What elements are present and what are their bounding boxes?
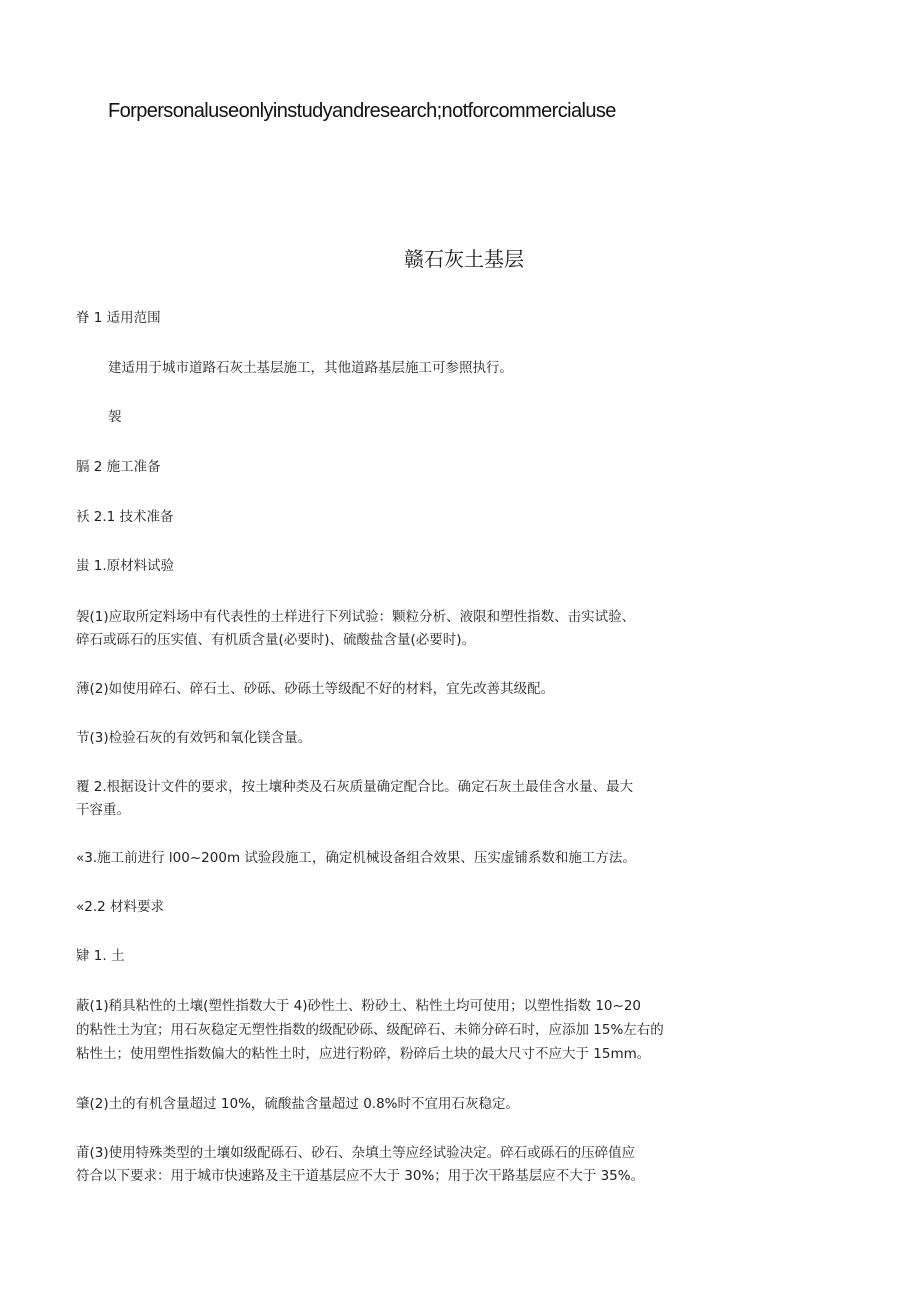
paragraph-line: 节(3)检验石灰的有效钙和氧化镁含量。 (76, 730, 312, 746)
paragraph-line: 莆(3)使用特殊类型的土壤如级配砾石、砂石、杂填土等应经试验决定。碎石或砾石的压碎值应 (76, 1145, 636, 1161)
item-heading-material-test: 蚩 1.原材料试验 (76, 558, 175, 574)
paragraph-line: 符合以下要求：用于城市快速路及主干道基层应不大于 30%；用于次干路基层应不大于 35%。 (76, 1168, 645, 1184)
subsection-heading-materials: «2.2 材料要求 (76, 899, 165, 915)
section-heading-preparation: 膈 2 施工准备 (76, 459, 161, 475)
paragraph-line: 碎石或砾石的压实值、有机质含量(必要时)、硫酸盐含量(必要时)。 (76, 632, 476, 648)
paragraph-line: 的粘性土为宜；用石灰稳定无塑性指数的级配砂砾、级配碎石、未筛分碎石时，应添加 15%左右的 (76, 1022, 664, 1038)
paragraph-line: «3.施工前进行 l00~200m 试验段施工，确定机械设备组合效果、压实虚铺系数和施工方法。 (76, 850, 636, 866)
paragraph-scope: 建适用于城市道路石灰土基层施工，其他道路基层施工可参照执行。 (108, 360, 513, 376)
usage-notice: Forpersonaluseonlyinstudyandresearch;notforcommercialuse (108, 100, 616, 122)
paragraph-line: 覆 2.根据设计文件的要求，按土壤种类及石灰质量确定配合比。确定石灰土最佳含水量、最大 (76, 779, 634, 795)
paragraph-line: 干容重。 (76, 802, 130, 818)
document-title: 赣石灰土基层 (404, 247, 524, 271)
item-heading-soil: 肄 1. 土 (76, 948, 125, 964)
paragraph-line: 肇(2)土的有机含量超过 10%，硫酸盐含量超过 0.8%时不宜用石灰稳定。 (76, 1096, 520, 1112)
section-heading-scope: 脊 1 适用范围 (76, 310, 161, 326)
paragraph-line: 袈(1)应取所定料场中有代表性的土样进行下列试验：颗粒分析、液限和塑性指数、击实试验、 (76, 609, 636, 625)
paragraph-fragment: 袈 (108, 409, 122, 425)
paragraph-line: 薄(2)如使用碎石、碎石土、砂砾、砂砾土等级配不好的材料，宜先改善其级配。 (76, 681, 555, 697)
paragraph-line: 粘性土；使用塑性指数偏大的粘性土时，应进行粉碎，粉碎后土块的最大尺寸不应大于 15mm。 (76, 1046, 651, 1062)
paragraph-line: 蔽(1)稍具粘性的土壤(塑性指数大于 4)砂性土、粉砂土、粘性土均可使用；以塑性指数 10~20 (76, 998, 641, 1014)
subsection-heading-technical: 袄 2.1 技术准备 (76, 509, 174, 525)
